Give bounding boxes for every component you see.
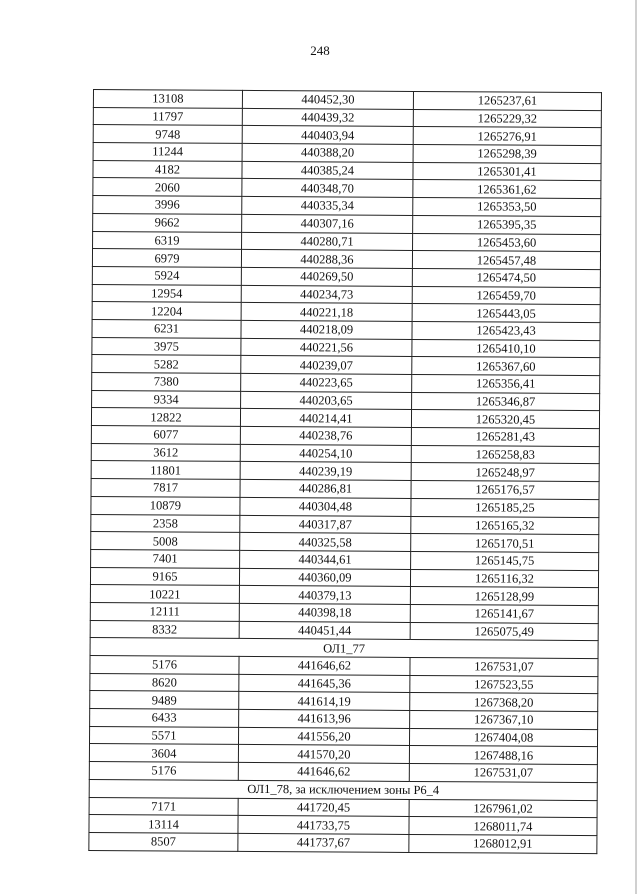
x-coordinate-cell: 441646,62 [239, 656, 410, 675]
x-coordinate-cell: 440254,10 [240, 444, 411, 463]
x-coordinate-cell: 440288,36 [241, 250, 412, 269]
point-number-cell: 6231 [92, 319, 241, 338]
coordinates-table-body [89, 90, 602, 854]
point-number-cell: 9662 [93, 213, 242, 232]
x-coordinate-cell: 440238,76 [240, 426, 411, 445]
x-coordinate-cell: 440286,81 [240, 480, 411, 499]
y-coordinate-cell: 1265395,35 [413, 215, 601, 234]
x-coordinate-cell: 440317,87 [240, 515, 411, 534]
point-number-cell: 5176 [89, 762, 238, 781]
point-number-cell: 5924 [92, 266, 241, 285]
point-number-cell: 6319 [93, 231, 242, 250]
x-coordinate-cell: 440403,94 [242, 126, 413, 145]
y-coordinate-cell: 1265457,48 [412, 251, 600, 270]
y-coordinate-cell: 1267367,10 [410, 711, 598, 730]
y-coordinate-cell: 1267404,08 [409, 728, 597, 747]
scan-edge [635, 0, 637, 894]
x-coordinate-cell: 440379,13 [239, 586, 410, 605]
point-number-cell: 12822 [91, 408, 240, 427]
point-number-cell: 7171 [89, 797, 238, 816]
point-number-cell: 9748 [93, 125, 242, 144]
y-coordinate-cell: 1265276,91 [413, 127, 601, 146]
point-number-cell: 2358 [91, 514, 240, 533]
x-coordinate-cell: 441613,96 [239, 709, 410, 728]
x-coordinate-cell: 440398,18 [239, 603, 410, 622]
y-coordinate-cell: 1265116,32 [410, 569, 598, 588]
x-coordinate-cell: 440388,20 [242, 143, 413, 162]
point-number-cell: 12111 [90, 602, 239, 621]
point-number-cell: 13108 [93, 90, 242, 109]
section-title: ОЛ1_78, за исключением зоны Р6_4 [89, 779, 597, 800]
x-coordinate-cell: 440451,44 [239, 621, 410, 640]
y-coordinate-cell: 1267368,20 [410, 693, 598, 712]
y-coordinate-cell: 1265353,50 [413, 198, 601, 217]
point-number-cell: 6077 [91, 426, 240, 445]
point-number-cell: 5008 [91, 532, 240, 551]
y-coordinate-cell: 1265128,99 [410, 587, 598, 606]
point-number-cell: 12954 [92, 284, 241, 303]
y-coordinate-cell: 1265356,41 [412, 374, 600, 393]
y-coordinate-cell: 1265453,60 [413, 233, 601, 252]
x-coordinate-cell: 440335,34 [242, 197, 413, 216]
x-coordinate-cell: 441570,20 [238, 745, 409, 764]
point-number-cell: 11244 [93, 143, 242, 162]
x-coordinate-cell: 440239,07 [241, 356, 412, 375]
point-number-cell: 13114 [89, 815, 238, 834]
point-number-cell: 12204 [92, 302, 241, 321]
point-number-cell: 6979 [92, 249, 241, 268]
y-coordinate-cell: 1265258,83 [411, 445, 599, 464]
coordinates-table [88, 89, 602, 854]
x-coordinate-cell: 440214,41 [240, 409, 411, 428]
x-coordinate-cell: 441645,36 [239, 674, 410, 693]
y-coordinate-cell: 1265474,50 [412, 268, 600, 287]
y-coordinate-cell: 1265367,60 [412, 357, 600, 376]
y-coordinate-cell: 1265320,45 [411, 410, 599, 429]
point-number-cell: 6433 [90, 709, 239, 728]
x-coordinate-cell: 440360,09 [239, 568, 410, 587]
y-coordinate-cell: 1265410,10 [412, 339, 600, 358]
y-coordinate-cell: 1265346,87 [412, 392, 600, 411]
point-number-cell: 3996 [93, 196, 242, 215]
x-coordinate-cell: 440280,71 [242, 232, 413, 251]
x-coordinate-cell: 440218,09 [241, 320, 412, 339]
y-coordinate-cell: 1265141,67 [410, 604, 598, 623]
point-number-cell: 8620 [90, 673, 239, 692]
x-coordinate-cell: 440452,30 [242, 90, 413, 109]
x-coordinate-cell: 440221,56 [241, 338, 412, 357]
y-coordinate-cell: 1268012,91 [409, 834, 597, 853]
x-coordinate-cell: 441646,62 [238, 763, 409, 782]
point-number-cell: 5176 [90, 655, 239, 674]
x-coordinate-cell: 440221,18 [241, 303, 412, 322]
y-coordinate-cell: 1265281,43 [411, 428, 599, 447]
table-row [89, 832, 597, 853]
y-coordinate-cell: 1265443,05 [412, 304, 600, 323]
point-number-cell: 10221 [90, 585, 239, 604]
y-coordinate-cell: 1265229,32 [413, 109, 601, 128]
x-coordinate-cell: 441733,75 [238, 816, 409, 835]
x-coordinate-cell: 440348,70 [242, 179, 413, 198]
x-coordinate-cell: 441556,20 [238, 727, 409, 746]
point-number-cell: 3604 [89, 744, 238, 763]
x-coordinate-cell: 440307,16 [242, 214, 413, 233]
x-coordinate-cell: 440223,65 [241, 373, 412, 392]
section-title: ОЛ1_77 [90, 638, 598, 659]
x-coordinate-cell: 440239,19 [240, 462, 411, 481]
y-coordinate-cell: 1267531,07 [410, 657, 598, 676]
y-coordinate-cell: 1268011,74 [409, 817, 597, 836]
x-coordinate-cell: 440344,61 [240, 550, 411, 569]
y-coordinate-cell: 1267961,02 [409, 799, 597, 818]
y-coordinate-cell: 1265459,70 [412, 286, 600, 305]
x-coordinate-cell: 441720,45 [238, 798, 409, 817]
point-number-cell: 3975 [92, 337, 241, 356]
x-coordinate-cell: 440269,50 [241, 267, 412, 286]
point-number-cell: 11801 [91, 461, 240, 480]
y-coordinate-cell: 1267488,16 [409, 746, 597, 765]
point-number-cell: 7401 [91, 549, 240, 568]
y-coordinate-cell: 1265165,32 [411, 516, 599, 535]
y-coordinate-cell: 1267523,55 [410, 675, 598, 694]
y-coordinate-cell: 1265298,39 [413, 145, 601, 164]
y-coordinate-cell: 1265170,51 [411, 534, 599, 553]
x-coordinate-cell: 440325,58 [240, 533, 411, 552]
y-coordinate-cell: 1265301,41 [413, 162, 601, 181]
x-coordinate-cell: 441614,19 [239, 692, 410, 711]
x-coordinate-cell: 440234,73 [241, 285, 412, 304]
point-number-cell: 8332 [90, 620, 239, 639]
x-coordinate-cell: 440203,65 [241, 391, 412, 410]
x-coordinate-cell: 441737,67 [238, 833, 409, 852]
y-coordinate-cell: 1265248,97 [411, 463, 599, 482]
point-number-cell: 9489 [90, 691, 239, 710]
y-coordinate-cell: 1267531,07 [409, 764, 597, 783]
point-number-cell: 5282 [92, 355, 241, 374]
page-number: 248 [310, 43, 330, 58]
point-number-cell: 11797 [93, 107, 242, 126]
y-coordinate-cell: 1265423,43 [412, 321, 600, 340]
point-number-cell: 8507 [89, 832, 238, 851]
x-coordinate-cell: 440439,32 [242, 108, 413, 127]
y-coordinate-cell: 1265185,25 [411, 498, 599, 517]
point-number-cell: 9165 [90, 567, 239, 586]
y-coordinate-cell: 1265237,61 [413, 91, 601, 110]
y-coordinate-cell: 1265176,57 [411, 481, 599, 500]
x-coordinate-cell: 440304,48 [240, 497, 411, 516]
point-number-cell: 2060 [93, 178, 242, 197]
x-coordinate-cell: 440385,24 [242, 161, 413, 180]
point-number-cell: 9334 [92, 390, 241, 409]
point-number-cell: 10879 [91, 496, 240, 515]
point-number-cell: 3612 [91, 443, 240, 462]
y-coordinate-cell: 1265361,62 [413, 180, 601, 199]
point-number-cell: 7817 [91, 479, 240, 498]
y-coordinate-cell: 1265145,75 [411, 551, 599, 570]
point-number-cell: 7380 [92, 372, 241, 391]
point-number-cell: 5571 [89, 726, 238, 745]
y-coordinate-cell: 1265075,49 [410, 622, 598, 641]
point-number-cell: 4182 [93, 160, 242, 179]
